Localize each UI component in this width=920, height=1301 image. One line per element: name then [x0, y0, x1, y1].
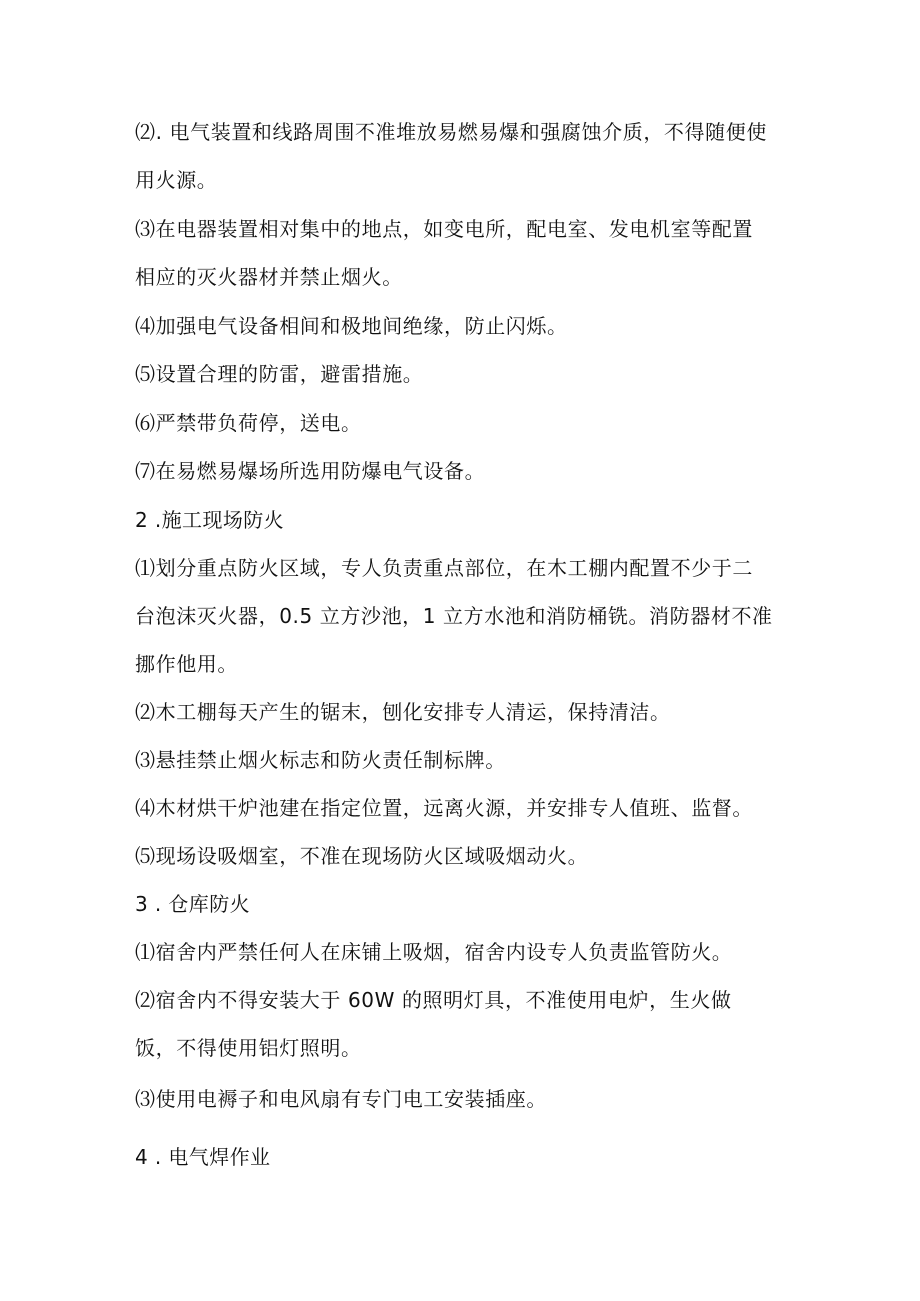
- text-line: ⑶使用电褥子和电风扇有专门电工安装插座。: [135, 1087, 547, 1111]
- section-heading: 4 . 电气焊作业: [135, 1145, 271, 1169]
- text-line: 用火源。: [135, 168, 218, 192]
- text-line: ⑵木工棚每天产生的锯末，刨化安排专人清运，保持清洁。: [135, 700, 671, 724]
- text-line: ⑷加强电气设备相间和极地间绝缘，防止闪烁。: [135, 314, 568, 338]
- text-line: ⑴划分重点防火区域，专人负责重点部位，在木工棚内配置不少于二: [135, 556, 753, 580]
- text-line: 挪作他用。: [135, 652, 238, 676]
- text-line: ⑵. 电气装置和线路周围不准堆放易燃易爆和强腐蚀介质，不得随便使: [135, 120, 767, 144]
- text-line: ⑷木材烘干炉池建在指定位置，远离火源，并安排专人值班、监督。: [135, 796, 753, 820]
- text-line: ⑸设置合理的防雷，避雷措施。: [135, 362, 424, 386]
- section-heading: 2 .施工现场防火: [135, 508, 285, 532]
- text-line: 饭，不得使用铝灯照明。: [135, 1036, 362, 1060]
- text-line: ⑵宿舍内不得安装大于 60W 的照明灯具，不准使用电炉，生火做: [135, 988, 732, 1012]
- text-line: 台泡沫灭火器，0.5 立方沙池，1 立方水池和消防桶铣。消防器材不准: [135, 604, 773, 628]
- text-line: ⑸现场设吸烟室，不准在现场防火区域吸烟动火。: [135, 844, 589, 868]
- text-line: ⑺在易燃易爆场所选用防爆电气设备。: [135, 459, 486, 483]
- text-line: ⑶悬挂禁止烟火标志和防火责任制标牌。: [135, 748, 506, 772]
- text-line: ⑴宿舍内严禁任何人在床铺上吸烟，宿舍内设专人负责监管防火。: [135, 940, 733, 964]
- section-heading: 3 . 仓库防火: [135, 892, 250, 916]
- text-line: ⑹严禁带负荷停，送电。: [135, 411, 362, 435]
- text-line: 相应的灭火器材并禁止烟火。: [135, 265, 403, 289]
- text-line: ⑶在电器装置相对集中的地点，如变电所，配电室、发电机室等配置: [135, 217, 753, 241]
